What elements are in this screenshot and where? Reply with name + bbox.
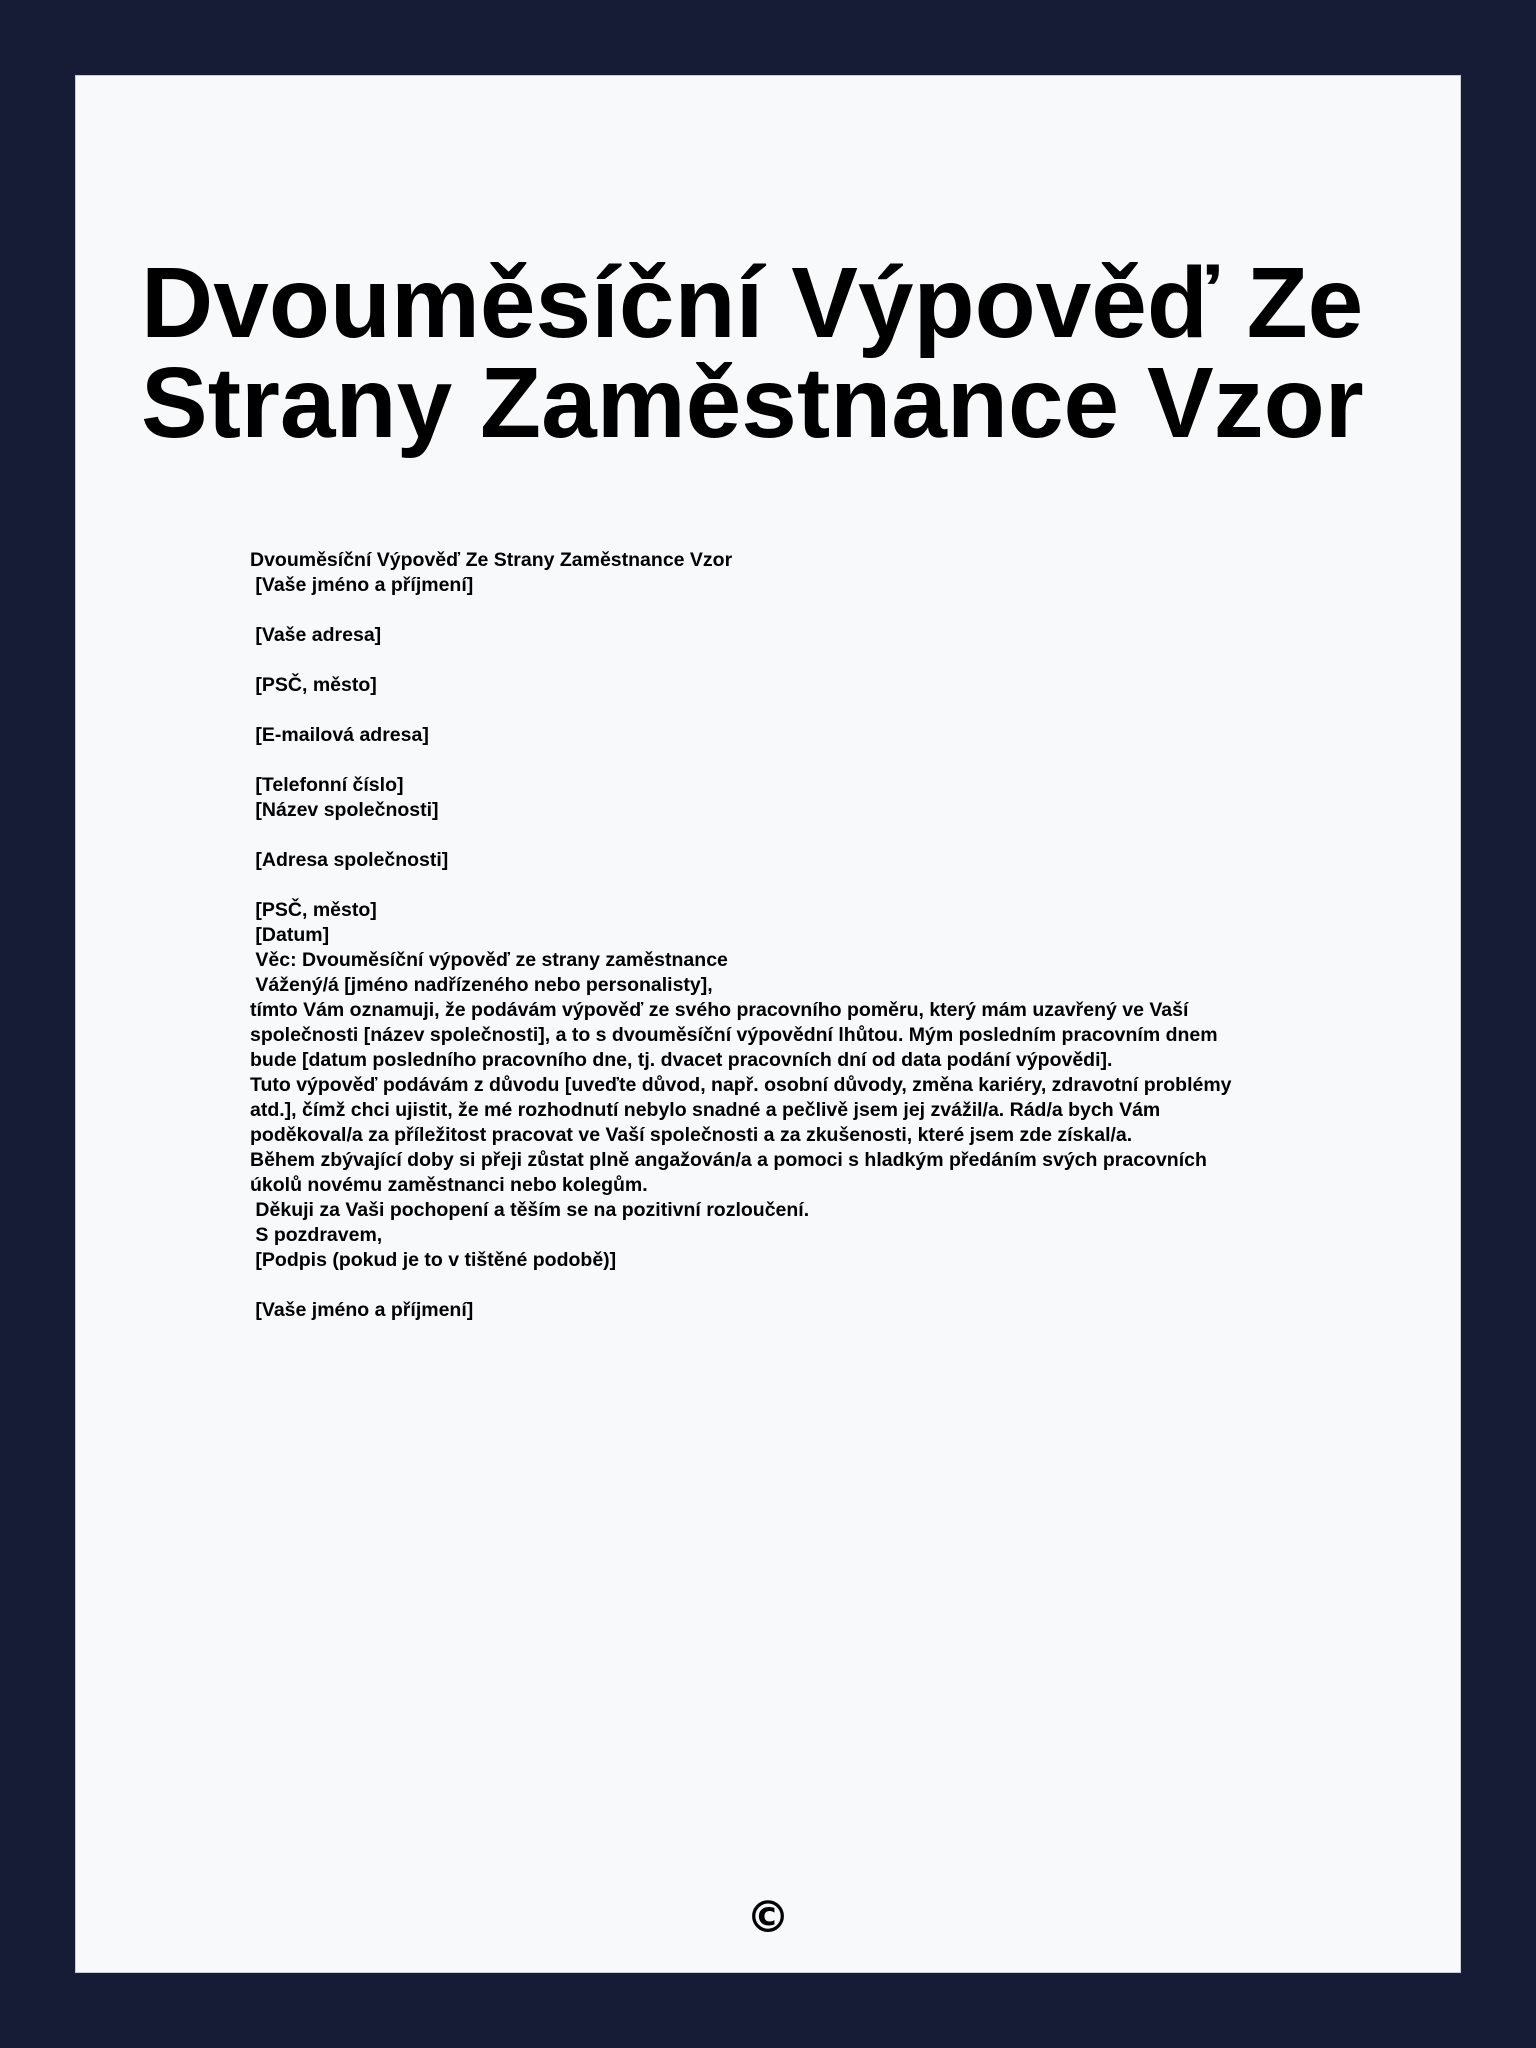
letter-line: S pozdravem, [250,1224,383,1246]
letter-line: [Vaše jméno a příjmení] [250,1299,474,1321]
letter-line: [PSČ, město] [250,674,377,696]
letter-line: Vážený/á [jméno nadřízeného nebo personalisty], [250,974,713,996]
letter-line [250,648,1300,673]
letter-line: tímto Vám oznamuji, že podávám výpověď ze svého pracovního poměru, který mám uzavřený ve Vaší [250,999,1189,1021]
letter-line: společnosti [název společnosti], a to s dvouměsíční výpovědní lhůtou. Mým posledním pracovním dnem [250,1024,1218,1046]
letter-line: [Datum] [250,924,330,946]
letter-line: bude [datum posledního pracovního dne, tj. dvacet pracovních dní od data podání výpovědi]. [250,1049,1113,1071]
letter-line [250,823,1300,848]
letter-line: Během zbývající doby si přeji zůstat plně angažován/a a pomoci s hladkým předáním svých pracovních [250,1149,1207,1171]
page-title-line-1: Dvouměsíční Výpověď Ze [141,247,1364,359]
letter-line [250,598,1300,623]
letter-line: Tuto výpověď podávám z důvodu [uveďte důvod, např. osobní důvody, změna kariéry, zdravotní problémy [250,1074,1232,1096]
letter-line: poděkoval/a za příležitost pracovat ve Vaší společnosti a za zkušenosti, které jsem zde získal/a. [250,1124,1133,1146]
letter-line [250,748,1300,773]
letter-line: [Název společnosti] [250,799,439,821]
letter-line: [PSČ, město] [250,899,377,921]
letter-line: úkolů novému zaměstnanci nebo kolegům. [250,1174,648,1196]
letter-line: [E-mailová adresa] [250,724,429,746]
letter-line: Dvouměsíční Výpověď Ze Strany Zaměstnance Vzor [250,549,733,571]
letter-line [250,698,1300,723]
letter-line: atd.], čímž chci ujistit, že mé rozhodnutí nebylo snadné a pečlivě jsem jej zvážil/a. Rád/a bych Vám [250,1099,1161,1121]
document-page [75,75,1461,1973]
page-title-line-2: Strany Zaměstnance Vzor [141,347,1364,459]
page-title [141,247,1421,459]
letter-line: [Vaše jméno a příjmení] [250,574,474,596]
letter-body [250,548,1300,1323]
letter-line: Děkuji za Vaši pochopení a těším se na pozitivní rozloučení. [250,1199,810,1221]
letter-line: Věc: Dvouměsíční výpověď ze strany zaměstnance [250,949,728,971]
letter-line [250,1273,1300,1298]
letter-line: [Adresa společnosti] [250,849,449,871]
letter-line: [Vaše adresa] [250,624,382,646]
letter-line: [Telefonní číslo] [250,774,404,796]
letter-line: [Podpis (pokud je to v tištěné podobě)] [250,1249,617,1271]
copyright-symbol: © [746,1892,790,1943]
letter-line [250,873,1300,898]
